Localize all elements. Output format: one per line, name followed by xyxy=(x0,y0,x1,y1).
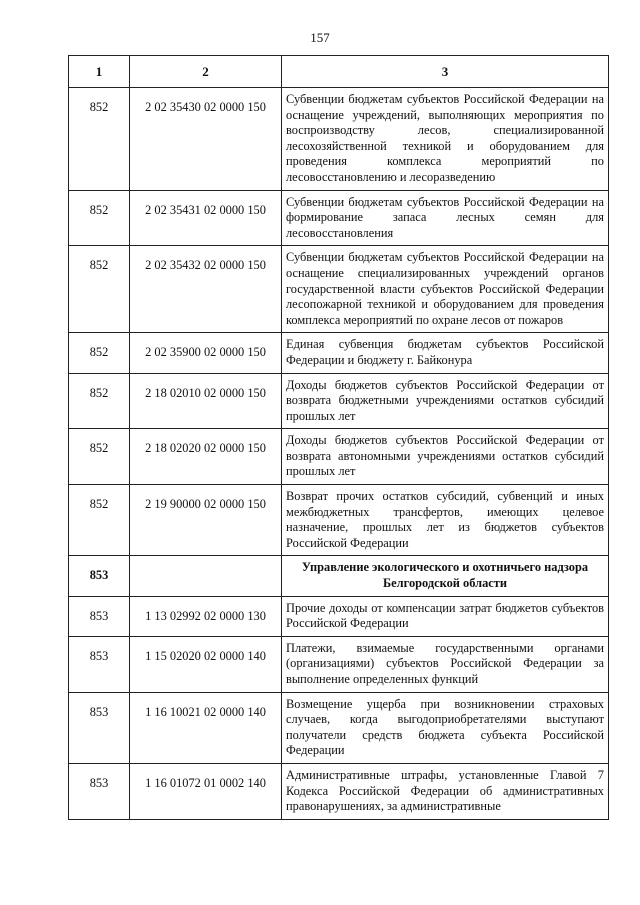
admin-code-cell: 852 xyxy=(69,373,130,429)
admin-code-cell: 853 xyxy=(69,763,130,819)
admin-code-cell: 852 xyxy=(69,485,130,556)
table-row xyxy=(69,636,609,692)
budget-code-cell: 1 16 10021 02 0000 140 xyxy=(130,692,282,763)
table-row xyxy=(69,763,609,819)
description-cell: Единая субвенция бюджетам субъектов Российской Федерации и бюджету г. Байконура xyxy=(282,333,609,373)
admin-code-cell: 852 xyxy=(69,429,130,485)
budget-code-cell: 1 15 02020 02 0000 140 xyxy=(130,636,282,692)
table-row xyxy=(69,692,609,763)
admin-code-cell: 852 xyxy=(69,88,130,191)
description-cell: Административные штрафы, установленные Главой 7 Кодекса Российской Федерации об административных правонарушениях, за административные xyxy=(282,763,609,819)
table-header-row xyxy=(69,56,609,88)
column-header: 1 xyxy=(69,56,130,88)
table-row xyxy=(69,596,609,636)
description-cell: Субвенции бюджетам субъектов Российской Федерации на оснащение специализированных учреждений органов государственной власти субъектов Российской Федерации лесопожарной техникой и оборудованием для проведения комплекса мероприятий по охране лесов от пожаров xyxy=(282,246,609,333)
admin-code-cell: 852 xyxy=(69,333,130,373)
admin-code-cell: 853 xyxy=(69,636,130,692)
column-header: 3 xyxy=(282,56,609,88)
budget-code-cell: 2 18 02020 02 0000 150 xyxy=(130,429,282,485)
description-cell: Платежи, взимаемые государственными органами (организациями) субъектов Российской Федерации за выполнение определенных функций xyxy=(282,636,609,692)
budget-code-cell: 2 18 02010 02 0000 150 xyxy=(130,373,282,429)
admin-code-cell: 853 xyxy=(69,692,130,763)
table-row xyxy=(69,333,609,373)
description-cell: Возврат прочих остатков субсидий, субвенций и иных межбюджетных трансфертов, имеющих целевое назначение, прошлых лет из бюджетов субъектов Российской Федерации xyxy=(282,485,609,556)
budget-code-cell: 2 02 35430 02 0000 150 xyxy=(130,88,282,191)
table-row xyxy=(69,485,609,556)
description-cell: Доходы бюджетов субъектов Российской Федерации от возврата автономными учреждениями остатков субсидий прошлых лет xyxy=(282,429,609,485)
admin-code-cell: 853 xyxy=(69,556,130,596)
description-cell: Прочие доходы от компенсации затрат бюджетов субъектов Российской Федерации xyxy=(282,596,609,636)
admin-code-cell: 852 xyxy=(69,190,130,246)
page-number: 157 xyxy=(310,30,330,45)
budget-code-cell: 1 16 01072 01 0002 140 xyxy=(130,763,282,819)
department-name-cell: Управление экологического и охотничьего надзора Белгородской области xyxy=(282,556,609,596)
admin-code-cell: 853 xyxy=(69,596,130,636)
description-cell: Субвенции бюджетам субъектов Российской Федерации на формирование запаса лесных семян для лесовосстановления xyxy=(282,190,609,246)
budget-code-cell: 2 02 35431 02 0000 150 xyxy=(130,190,282,246)
revenue-codes-table xyxy=(68,55,609,820)
table-row xyxy=(69,429,609,485)
budget-code-cell xyxy=(130,556,282,596)
budget-code-cell: 1 13 02992 02 0000 130 xyxy=(130,596,282,636)
budget-code-cell: 2 02 35900 02 0000 150 xyxy=(130,333,282,373)
description-cell: Возмещение ущерба при возникновении страховых случаев, когда выгодоприобретателями выступают получатели средств бюджета субъекта Российской Федерации xyxy=(282,692,609,763)
budget-code-cell: 2 19 90000 02 0000 150 xyxy=(130,485,282,556)
table-row xyxy=(69,246,609,333)
description-cell: Субвенции бюджетам субъектов Российской Федерации на оснащение учреждений, выполняющих мероприятия по воспроизводству лесов, специализированной лесохозяйственной техникой и оборудованием для проведения комплекса мероприятий по лесовосстановлению и лесоразведению xyxy=(282,88,609,191)
table-row xyxy=(69,373,609,429)
description-cell: Доходы бюджетов субъектов Российской Федерации от возврата бюджетными учреждениями остатков субсидий прошлых лет xyxy=(282,373,609,429)
column-header: 2 xyxy=(130,56,282,88)
department-heading-row xyxy=(69,556,609,596)
table-row xyxy=(69,88,609,191)
admin-code-cell: 852 xyxy=(69,246,130,333)
budget-code-cell: 2 02 35432 02 0000 150 xyxy=(130,246,282,333)
table-row xyxy=(69,190,609,246)
